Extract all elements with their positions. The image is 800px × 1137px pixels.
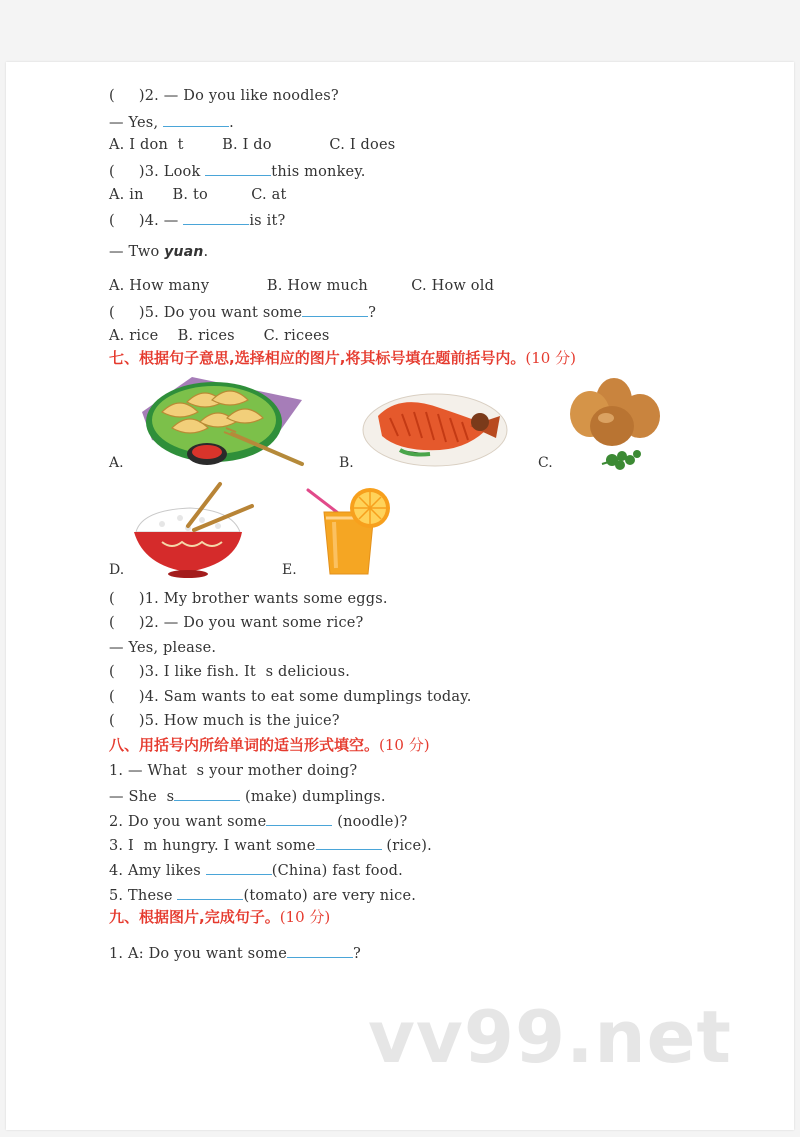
q6-2-question: ( )2. — Do you like noodles? <box>109 88 339 104</box>
sec9-line-1: 1. A: Do you want some ? <box>109 943 361 963</box>
watermark: vv99.net <box>368 995 732 1079</box>
picture-label-a: A. <box>109 455 124 471</box>
rice-bowl-picture <box>132 480 256 580</box>
dumplings-picture <box>132 372 312 472</box>
sec7-item-4: ( )4. Sam wants to eat some dumplings today. <box>109 689 472 705</box>
q6-4-question: ( )4. — is it? <box>109 210 285 230</box>
q6-3-options: A. in B. to C. at <box>109 187 287 203</box>
picture-label-d: D. <box>109 562 125 578</box>
answer-blank[interactable] <box>206 860 272 875</box>
sec7-item-2: ( )2. — Do you want some rice? <box>109 615 364 631</box>
q6-2-options: A. I don t B. I do C. I does <box>109 137 396 153</box>
answer-blank[interactable] <box>287 943 353 958</box>
q6-5-question: ( )5. Do you want some ? <box>109 302 376 322</box>
answer-blank[interactable] <box>174 786 240 801</box>
q6-2-answer-line: — Yes, . <box>109 112 234 132</box>
answer-blank[interactable] <box>177 885 243 900</box>
picture-label-b: B. <box>339 455 354 471</box>
section-8-heading: 八、用括号内所给单词的适当形式填空。(10 分) <box>109 736 430 754</box>
q6-4-answer: — Two yuan. <box>109 244 209 260</box>
q6-5-options: A. rice B. rices C. ricees <box>109 328 330 344</box>
picture-label-c: C. <box>538 455 553 471</box>
sec7-item-5: ( )5. How much is the juice? <box>109 713 340 729</box>
answer-blank[interactable] <box>316 835 382 850</box>
answer-blank[interactable] <box>163 112 229 127</box>
sec8-line-3: 2. Do you want some (noodle)? <box>109 811 407 831</box>
answer-blank[interactable] <box>183 210 249 225</box>
sec8-line-4: 3. I m hungry. I want some (rice). <box>109 835 432 855</box>
sec7-item-3: ( )3. I like fish. It s delicious. <box>109 664 351 680</box>
sec8-line-5: 4. Amy likes (China) fast food. <box>109 860 403 880</box>
section-9-heading: 九、根据图片,完成句子。(10 分) <box>109 908 331 926</box>
q6-3-question: ( )3. Look this monkey. <box>109 161 366 181</box>
answer-blank[interactable] <box>205 161 271 176</box>
sec7-item-2-answer: — Yes, please. <box>109 640 217 656</box>
picture-label-e: E. <box>282 562 297 578</box>
q6-4-options: A. How many B. How much C. How old <box>109 278 495 294</box>
juice-picture <box>304 482 400 580</box>
sec7-item-1: ( )1. My brother wants some eggs. <box>109 591 388 607</box>
answer-blank[interactable] <box>266 811 332 826</box>
sec8-line-1: 1. — What s your mother doing? <box>109 763 358 779</box>
sec8-line-6: 5. These (tomato) are very nice. <box>109 885 416 905</box>
answer-blank[interactable] <box>302 302 368 317</box>
fish-picture <box>360 378 510 470</box>
eggs-picture <box>562 368 666 472</box>
sec8-line-2: — She s (make) dumplings. <box>109 786 386 806</box>
section-7-heading: 七、根据句子意思,选择相应的图片,将其标号填在题前括号内。(10 分) <box>109 349 576 367</box>
